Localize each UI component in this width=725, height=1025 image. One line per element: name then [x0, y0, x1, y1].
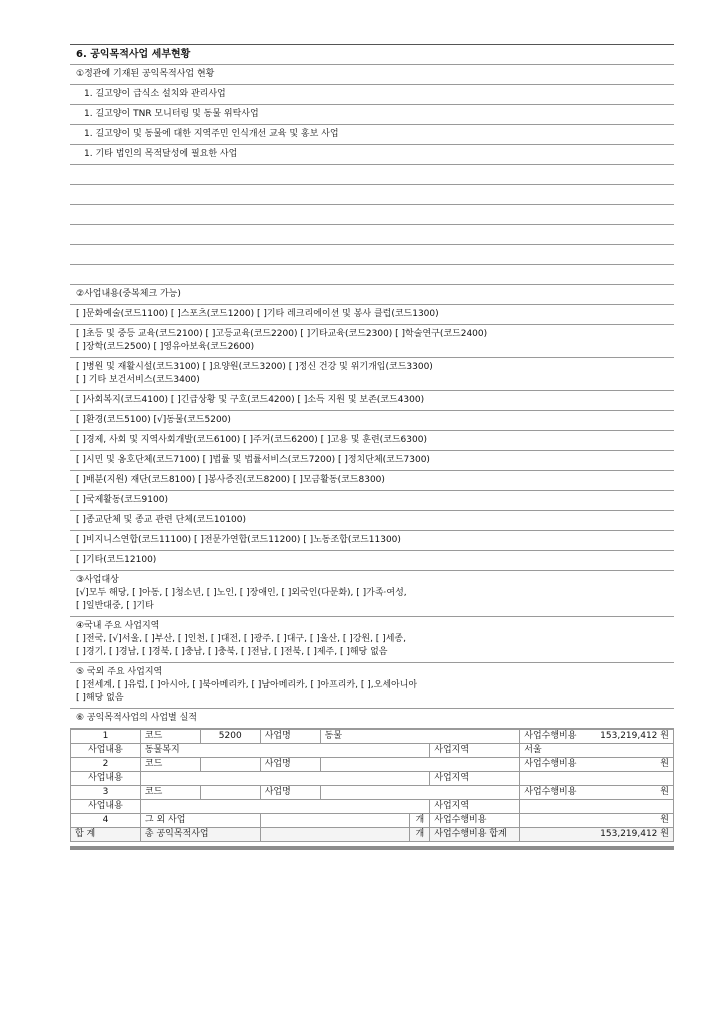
content-label: 사업내용: [71, 772, 141, 786]
total-business-label: 총 공익목적사업: [140, 828, 260, 842]
table-row: [71, 744, 674, 758]
charter-item: 1. 길고양이 TNR 모니터링 및 동물 위탁사업: [70, 105, 674, 125]
business-name-value: [320, 758, 520, 772]
count-unit: 개: [410, 814, 430, 828]
blank-line: [70, 185, 674, 205]
business-row: [ ]배분(지원) 재단(코드8100) [ ]봉사증진(코드8200) [ ]모금활동(코드8300): [70, 471, 674, 491]
other-count: [260, 814, 410, 828]
won-unit: 원: [660, 731, 669, 741]
region-label: 사업지역: [430, 800, 520, 814]
domestic-heading: ④국내 주요 사업지역: [76, 621, 160, 631]
business-name-label: 사업명: [260, 758, 320, 772]
expense-label: 사업수행비용: [430, 814, 520, 828]
content-value: [140, 772, 429, 786]
code-value: [200, 786, 260, 800]
table-row: [71, 730, 674, 744]
table-row: [71, 758, 674, 772]
target-options: [ ]일반대중, [ ]기타: [76, 601, 154, 611]
charter-item: 1. 기타 법인의 목적달성에 필요한 사업: [70, 145, 674, 165]
expense-label: 사업수행비용: [524, 787, 577, 797]
business-row: [ ]초등 및 중등 교육(코드2100) [ ]고등교육(코드2200) [ ]기타교육(코드2300) [ ]학술연구(코드2400): [76, 329, 488, 339]
expense-cell: [520, 758, 674, 772]
overseas-options: [ ]해당 없음: [76, 693, 124, 703]
total-label: 합 계: [71, 828, 141, 842]
expense-label: 사업수행비용: [524, 759, 577, 769]
row-number: 4: [71, 814, 141, 828]
code-label: 코드: [140, 730, 200, 744]
business-row: [ ]기타(코드12100): [70, 551, 674, 571]
business-row: [ ]비지니스연합(코드11100) [ ]전문가연합(코드11200) [ ]노동조합(코드11300): [70, 531, 674, 551]
region-value: [520, 772, 674, 786]
target-heading: ③사업대상: [76, 575, 119, 585]
business-row: [ ] 기타 보건서비스(코드3400): [76, 375, 200, 385]
table-row: [71, 800, 674, 814]
total-row: [71, 828, 674, 842]
won-unit: 원: [660, 829, 669, 839]
business-name-label: 사업명: [260, 730, 320, 744]
content-value: [140, 800, 429, 814]
content-label: 사업내용: [71, 744, 141, 758]
performance-table: [70, 729, 674, 842]
business-row: [ ]장학(코드2500) [ ]영유아보육(코드2600): [76, 342, 255, 352]
bottom-divider: [70, 846, 674, 850]
expense-cell: [520, 786, 674, 800]
business-name-label: 사업명: [260, 786, 320, 800]
report-page: [70, 44, 674, 850]
count-unit: 개: [410, 828, 430, 842]
total-expense-value: 153,219,412: [600, 829, 658, 839]
business-name-value: 동물: [320, 730, 520, 744]
code-label: 코드: [140, 786, 200, 800]
business-name-value: [320, 786, 520, 800]
charter-heading: ①정관에 기재된 공익목적사업 현황: [70, 65, 674, 85]
region-label: 사업지역: [430, 744, 520, 758]
other-business-label: 그 외 사업: [140, 814, 260, 828]
target-section: [70, 571, 674, 617]
business-group: [70, 358, 674, 391]
business-row: [ ]문화예술(코드1100) [ ]스포츠(코드1200) [ ]기타 레크리에이션 및 봉사 클럽(코드1300): [70, 305, 674, 325]
row-number: 2: [71, 758, 141, 772]
expense-label: 사업수행비용: [524, 731, 577, 741]
section-title: 6. 공익목적사업 세부현황: [70, 44, 674, 65]
table-row: [71, 814, 674, 828]
domestic-options: [ ]경기, [ ]경남, [ ]경북, [ ]충남, [ ]충북, [ ]전남, [ ]전북, [ ]제주, [ ]해당 없음: [76, 647, 388, 657]
won-unit: 원: [660, 759, 669, 769]
business-heading: ②사업내용(중복체크 가능): [70, 285, 674, 305]
domestic-options: [ ]전국, [√]서울, [ ]부산, [ ]인천, [ ]대전, [ ]광주, [ ]대구, [ ]울산, [ ]강원, [ ]세종,: [76, 634, 406, 644]
business-group: [70, 325, 674, 358]
code-label: 코드: [140, 758, 200, 772]
code-value: 5200: [200, 730, 260, 744]
row-number: 3: [71, 786, 141, 800]
won-unit: 원: [660, 815, 669, 825]
business-row: [ ]경제, 사회 및 지역사회개발(코드6100) [ ]주거(코드6200) [ ]고용 및 훈련(코드6300): [70, 431, 674, 451]
blank-line: [70, 165, 674, 185]
region-value: 서울: [520, 744, 674, 758]
charter-item: 1. 길고양이 및 동물에 대한 지역주민 인식개선 교육 및 홍보 사업: [70, 125, 674, 145]
overseas-section: [70, 663, 674, 709]
won-unit: 원: [660, 787, 669, 797]
business-row: [ ]시민 및 옹호단체(코드7100) [ ]법률 및 법률서비스(코드7200) [ ]정치단체(코드7300): [70, 451, 674, 471]
blank-line: [70, 225, 674, 245]
blank-line: [70, 205, 674, 225]
performance-heading: ⑥ 공익목적사업의 사업별 실적: [70, 709, 674, 729]
total-expense-cell: [520, 828, 674, 842]
expense-value: 153,219,412: [600, 731, 658, 741]
total-count: [260, 828, 410, 842]
total-expense-label: 사업수행비용 합계: [430, 828, 520, 842]
code-value: [200, 758, 260, 772]
region-value: [520, 800, 674, 814]
business-row: [ ]병원 및 재활시설(코드3100) [ ]요양원(코드3200) [ ]정신 건강 및 위기개입(코드3300): [76, 362, 433, 372]
table-row: [71, 772, 674, 786]
expense-cell: [520, 730, 674, 744]
content-label: 사업내용: [71, 800, 141, 814]
business-row: [ ]환경(코드5100) [√]동물(코드5200): [70, 411, 674, 431]
domestic-section: [70, 617, 674, 663]
table-row: [71, 786, 674, 800]
overseas-options: [ ]전세계, [ ]유럽, [ ]아시아, [ ]북아메리카, [ ]남아메리카, [ ]아프리카, [ ],오세아니아: [76, 680, 418, 690]
target-options: [√]모두 해당, [ ]아동, [ ]청소년, [ ]노인, [ ]장애인, [ ]외국인(다문화), [ ]가족·여성,: [76, 588, 407, 598]
overseas-heading: ⑤ 국외 주요 사업지역: [76, 667, 163, 677]
content-value: 동물복지: [140, 744, 429, 758]
business-row: [ ]사회복지(코드4100) [ ]긴급상황 및 구호(코드4200) [ ]소득 지원 및 보존(코드4300): [70, 391, 674, 411]
blank-line: [70, 245, 674, 265]
charter-item: 1. 길고양이 급식소 설치와 관리사업: [70, 85, 674, 105]
blank-line: [70, 265, 674, 285]
region-label: 사업지역: [430, 772, 520, 786]
business-row: [ ]국제활동(코드9100): [70, 491, 674, 511]
row-number: 1: [71, 730, 141, 744]
business-row: [ ]종교단체 및 종교 관련 단체(코드10100): [70, 511, 674, 531]
expense-cell: [520, 814, 674, 828]
